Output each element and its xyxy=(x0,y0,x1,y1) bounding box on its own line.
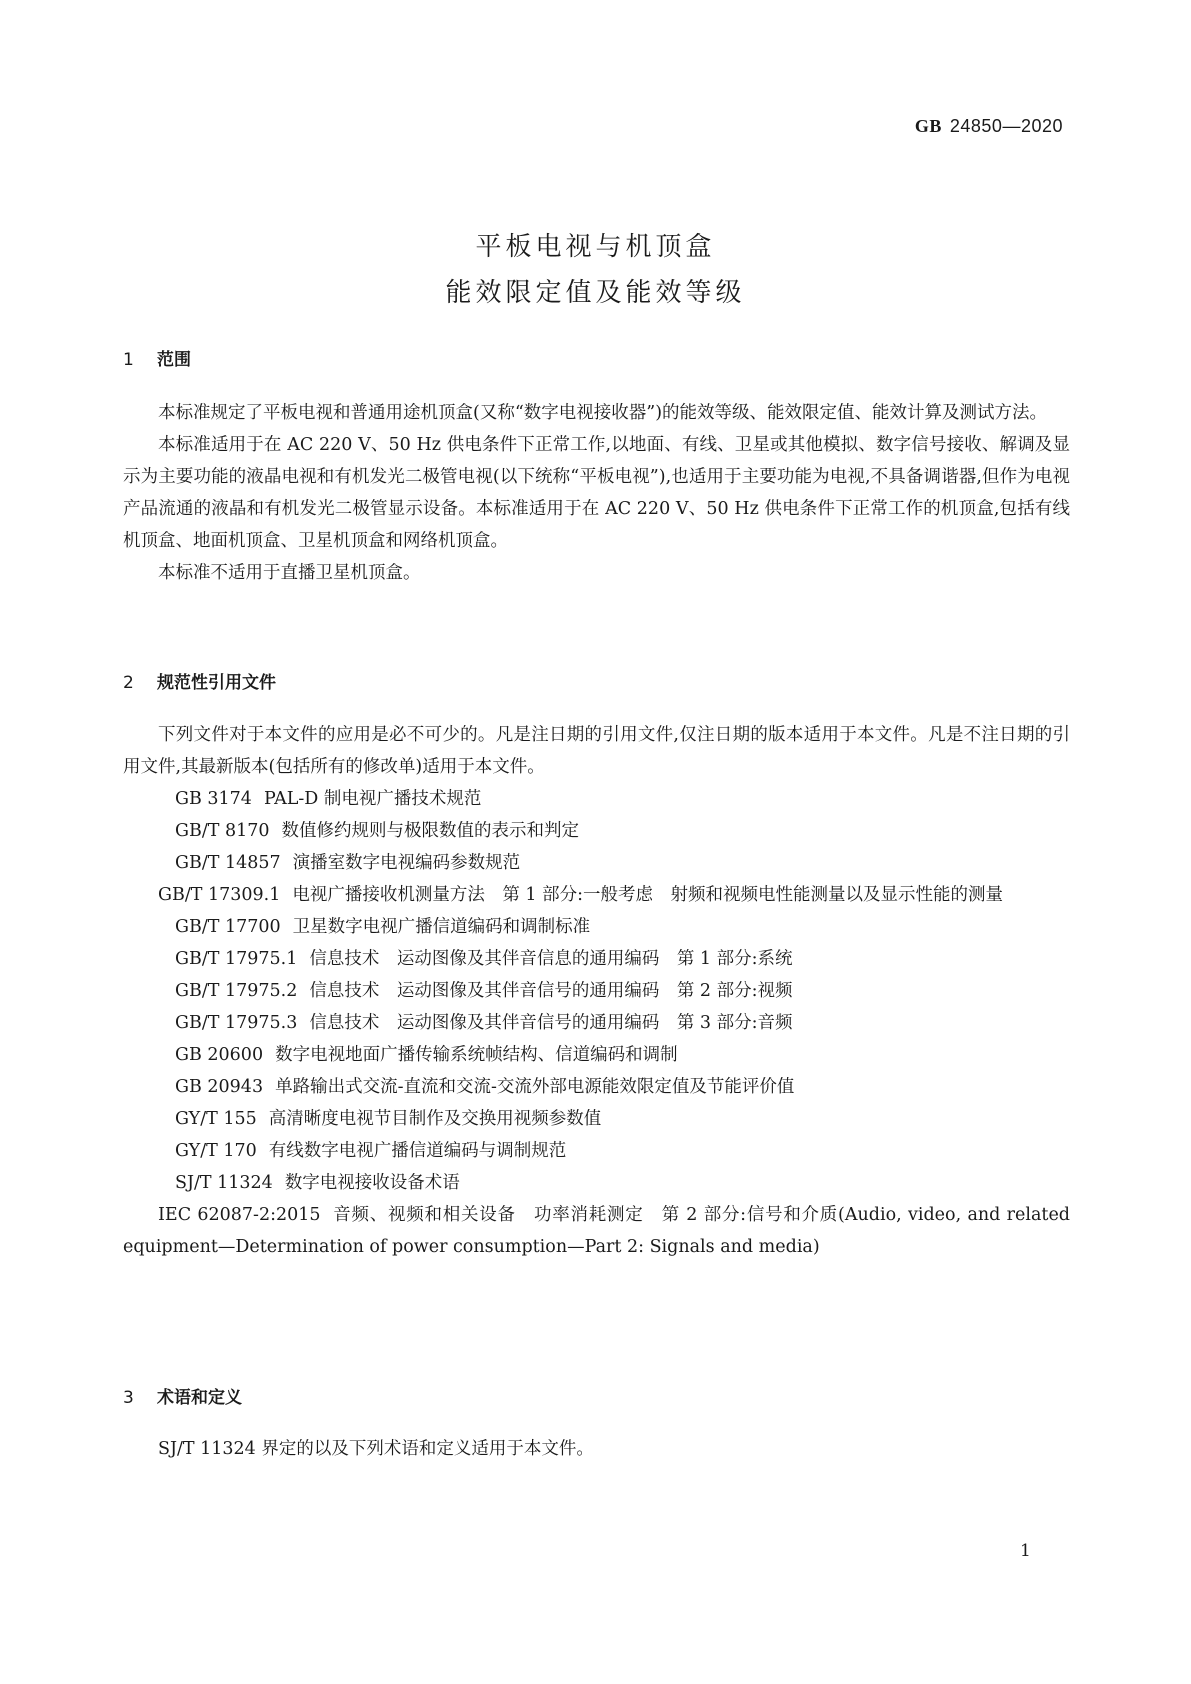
page-number: 1 xyxy=(1020,1541,1031,1561)
reference-code: IEC 62087-2:2015 xyxy=(158,1205,321,1225)
reference-code: GB/T 17700 xyxy=(175,917,281,937)
reference-title: 音频、视频和相关设备 功率消耗测定 第 2 部分:信号和介质(Audio, video, and related equipment—Determination of power consumption—Part 2: Signals and media) xyxy=(123,1205,1070,1257)
section-number: 3 xyxy=(123,1388,134,1408)
section-title: 范围 xyxy=(157,350,191,370)
section-number: 1 xyxy=(123,350,134,370)
section-number: 2 xyxy=(123,673,134,693)
paragraph: 本标准规定了平板电视和普通用途机顶盒(又称“数字电视接收器”)的能效等级、能效限定值、能效计算及测试方法。 xyxy=(158,403,1048,423)
standard-number xyxy=(915,116,1063,137)
reference-title: 单路输出式交流-直流和交流-交流外部电源能效限定值及节能评价值 xyxy=(275,1077,795,1097)
reference-item xyxy=(123,943,1070,975)
reference-item xyxy=(123,847,1070,879)
reference-title: 数字电视接收设备术语 xyxy=(284,1173,460,1193)
standard-prefix: GB xyxy=(914,116,942,136)
section-body-terms-definitions xyxy=(123,1433,1070,1465)
reference-item xyxy=(123,1135,1070,1167)
paragraph: SJ/T 11324 界定的以及下列术语和定义适用于本文件。 xyxy=(158,1439,594,1459)
paragraph: 本标准适用于在 AC 220 V、50 Hz 供电条件下正常工作,以地面、有线、卫星或其他模拟、数字信号接收、解调及显示为主要功能的液晶电视和有机发光二极管电视(以下统称“平板电视”),也适用于主要功能为电视,不具备调谐器,但作为电视产品流通的液晶和有机发光二极管显示设备。本标准适用于在 AC 220 V、50 Hz 供电条件下正常工作的机顶盒,包括有线机顶盒、地面机顶盒、卫星机顶盒和网络机顶盒。 xyxy=(123,435,1070,551)
reference-item xyxy=(123,911,1070,943)
reference-title: 演播室数字电视编码参数规范 xyxy=(292,853,521,873)
reference-code: GB 20943 xyxy=(175,1077,264,1097)
reference-item xyxy=(123,815,1070,847)
reference-title: 信息技术 运动图像及其伴音信号的通用编码 第 2 部分:视频 xyxy=(309,981,793,1001)
reference-code: GB 3174 xyxy=(175,789,252,809)
reference-code: GB/T 17309.1 xyxy=(158,885,281,905)
reference-title: 数值修约规则与极限数值的表示和判定 xyxy=(281,821,580,841)
reference-item xyxy=(123,1199,1070,1263)
reference-code: GY/T 170 xyxy=(175,1141,257,1161)
reference-code: GB/T 17975.1 xyxy=(175,949,298,969)
reference-title: 数字电视地面广播传输系统帧结构、信道编码和调制 xyxy=(275,1045,678,1065)
reference-title: PAL-D 制电视广播技术规范 xyxy=(263,789,482,809)
document-title-line2: 能效限定值及能效等级 xyxy=(445,278,746,308)
reference-title: 有线数字电视广播信道编码与调制规范 xyxy=(268,1141,567,1161)
standard-code: 24850—2020 xyxy=(949,116,1063,136)
reference-item xyxy=(123,879,1070,911)
reference-title: 电视广播接收机测量方法 第 1 部分:一般考虑 射频和视频电性能测量以及显示性能的测量 xyxy=(292,885,1003,905)
reference-code: GY/T 155 xyxy=(175,1109,257,1129)
paragraph: 本标准不适用于直播卫星机顶盒。 xyxy=(158,563,421,583)
reference-code: GB/T 14857 xyxy=(175,853,281,873)
reference-code: GB/T 17975.3 xyxy=(175,1013,298,1033)
reference-code: GB/T 8170 xyxy=(175,821,270,841)
section-body-normative-references xyxy=(123,719,1070,1263)
reference-item xyxy=(123,975,1070,1007)
section-heading-normative-references xyxy=(123,668,276,693)
reference-item xyxy=(123,783,1070,815)
document-title-line1: 平板电视与机顶盒 xyxy=(475,232,716,262)
reference-title: 卫星数字电视广播信道编码和调制标准 xyxy=(292,917,591,937)
reference-title: 信息技术 运动图像及其伴音信号的通用编码 第 3 部分:音频 xyxy=(309,1013,793,1033)
reference-item xyxy=(123,1007,1070,1039)
paragraph: 下列文件对于本文件的应用是必不可少的。凡是注日期的引用文件,仅注日期的版本适用于本文件。凡是不注日期的引用文件,其最新版本(包括所有的修改单)适用于本文件。 xyxy=(123,725,1070,777)
section-heading-terms-definitions xyxy=(123,1383,242,1408)
reference-title: 高清晰度电视节目制作及交换用视频参数值 xyxy=(268,1109,602,1129)
section-title: 规范性引用文件 xyxy=(157,673,276,693)
reference-item xyxy=(123,1167,1070,1199)
reference-code: SJ/T 11324 xyxy=(175,1173,273,1193)
section-body-scope xyxy=(123,397,1070,589)
reference-code: GB/T 17975.2 xyxy=(175,981,298,1001)
section-title: 术语和定义 xyxy=(157,1388,242,1408)
reference-item xyxy=(123,1071,1070,1103)
reference-item xyxy=(123,1039,1070,1071)
reference-item xyxy=(123,1103,1070,1135)
section-heading-scope xyxy=(123,345,191,370)
reference-code: GB 20600 xyxy=(175,1045,264,1065)
reference-title: 信息技术 运动图像及其伴音信息的通用编码 第 1 部分:系统 xyxy=(309,949,793,969)
